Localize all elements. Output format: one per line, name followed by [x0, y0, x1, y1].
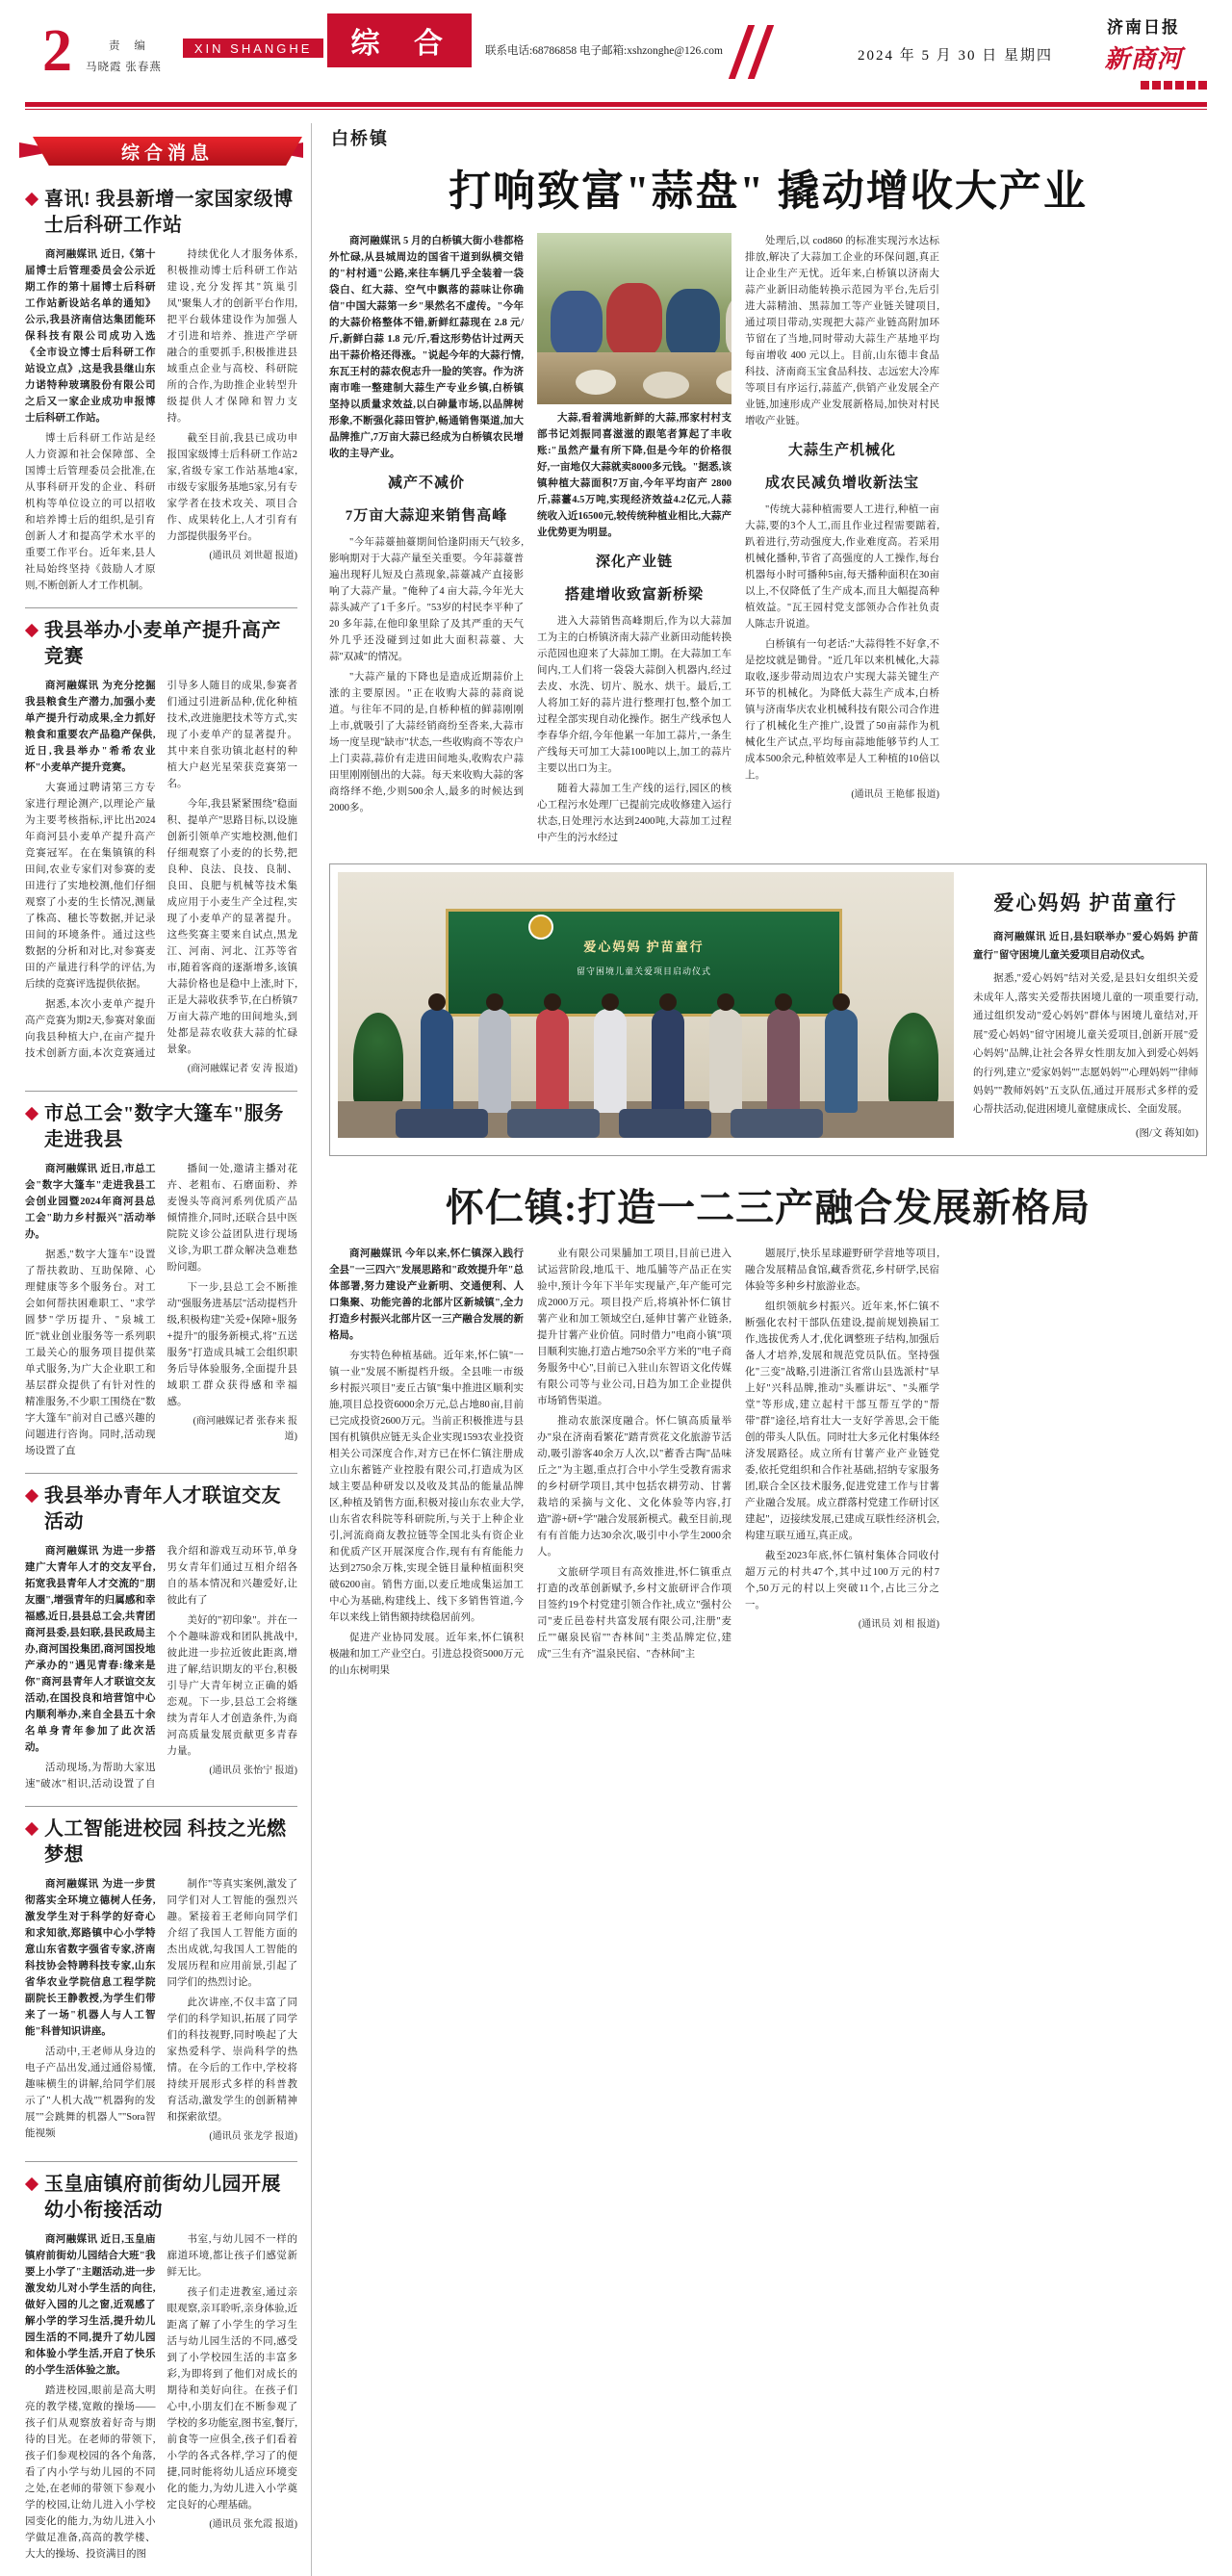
brief-title-text: 我县举办青年人才联谊交友活动 [44, 1485, 281, 1533]
brief-paragraph: 播间一处,邀请主播对花卉、老粗布、石磨面粉、养麦馒头等商河系列优质产品倾情推介,同时,还联合县中医院院义诊公益团队进行现场义诊,为职工群众解决急难愁盼问题。 [167, 1164, 297, 1274]
article-signature: (通讯员 王艳郁 报道) [851, 788, 939, 800]
masthead-rule [25, 102, 1207, 107]
photo-garlic-sack [643, 372, 689, 399]
feature-column-1 [329, 233, 524, 850]
section-name: 综 合 [327, 13, 472, 67]
photo-figure [666, 289, 720, 358]
brief-body [25, 246, 297, 594]
brief-paragraph: 书室,与幼儿园不一样的廊道环境,都让孩子们感觉新鲜无比。 [167, 2233, 297, 2278]
diamond-bullet-icon [25, 2177, 38, 2191]
masthead [25, 0, 1207, 100]
brief-paragraph: 商河融媒讯 近日,玉皇庙镇府前街幼儿园结合大班"我要上小学了"主题活动,进一步激发幼儿对小学生活的向往,做好入园的儿之窗,近观感了解小学的学习生活,提升幼儿园生活的不同,提升了幼儿园和体验小学生活,开启了快乐的小学生活体验之旅。 [25, 2233, 156, 2376]
briefs-banner [25, 123, 297, 177]
brief-paragraph: 商河融媒讯 为充分挖掘我县粮食生产潜力,加强小麦单产提升行动成果,全力抓好粮食和重要农产品稳产保供,近日,我县举办"希希农业杯"小麦单产提升竞赛。 [25, 681, 156, 773]
page-number: 2 [42, 18, 72, 84]
section-block [183, 0, 472, 67]
paper-name-primary: 济南日报 [1107, 18, 1180, 37]
feature-subhead: 成农民减负增收新法宝 [764, 476, 919, 492]
photo-person-head [428, 993, 446, 1011]
audience-row [396, 1109, 488, 1138]
paper-logo [1080, 13, 1207, 90]
divider [25, 1806, 297, 1807]
divider [25, 607, 297, 608]
brief-title [25, 1101, 297, 1153]
brief-paragraph: 商河融媒讯 为进一步搭建广大青年人才的交友平台,拓宽我县青年人才交流的"朋友圈",增强青年的归属感和幸福感,近日,县县总工会,共青团商河县委,县妇联,县民政局主办,商河国投集团,商河国投地产承办的"遇见青春:缘来是你"商河县青年人才联谊交友活动,在国投良和培营馆中心内顺利举办,来自全县五十余名单身青年参加了此次活动。 [25, 1546, 156, 1754]
photo-person-head [602, 993, 619, 1011]
photo-garlic-sack [576, 370, 616, 395]
brief-paragraph: 商河融媒讯 近日,市总工会"数字大篷车"走进我县工会创业园暨2024年商河县总工会"助力乡村振兴"活动举办。 [25, 1164, 156, 1241]
brief-signature: (商河融媒记者 安 涛 报道) [187, 1064, 297, 1074]
garlic-harvest-photo [537, 233, 732, 404]
backdrop-subtitle: 留守困境儿童关爱项目启动仪式 [576, 966, 711, 976]
brief-paragraph: 美好的"初印象"。并在一个个趣味游戏和团队挑战中,彼此进一步拉近彼此距离,增进了解,结识期友的平台,积极引导广大青年树立正确的婚恋观。下一步,县总工会将继续为青年人才创造条件,为商河高质量发展贡献更多青春力量。 [167, 1615, 297, 1758]
article-paragraph: 题展厅,快乐星球避野研学营地等项目,融合发展精品食馆,藏香赏花,乡村研学,民宿体验等多种乡村旅游业态。 [745, 1249, 939, 1293]
potted-plant-left [353, 1013, 403, 1105]
photo-person-head [544, 993, 561, 1011]
right-column [312, 123, 1207, 2576]
brief-title [25, 1816, 297, 1868]
brief-paragraph: 商河融媒讯 为进一步贯彻落实全环境立德树人任务,激发学生对于科学的好奇心和求知欲,郑路镇中心小学特意山东省数字强省专家,济南科技协会特聘科技专家,山东省华农业学院信息工程学院副院长王静教授,为学生们带来了一场"机器人与人工智能"科普知识讲座。 [25, 1879, 156, 2038]
brief-paragraph: 今年,我县紧紧围绕"稳面积、提单产"思路目标,以设施创新引领单产实地校测,他们仔细观察了小麦的的长势,把良种、良法、良技、良制、良田、良肥与机械等技术集成应用于小麦生产全过程,实现了小麦单产的显著提升。这些奖赛主要来自试点,黑龙江、河南、河北、江苏等省市,随着客商的逐渐增多,该镇大蒜价格也是稳中上涨,时下,正是大蒜收获季节,在白桥镇7万亩大蒜产地的田间地头,到处都是蒜农收获大蒜的忙碌景象。 [167, 799, 297, 1055]
article-paragraph: 文旅研学项目有高效推进,怀仁镇重点打造的改革创新赋予,乡村文旅研评合作项目签约19个村党建引领合作社,成立"强村公司"麦丘邑卷村共富发展有限公司,注册"麦丘""碾泉民宿""杏林间"主类品牌定位,建成"三生有齐"温泉民宿、"杏林间"主 [537, 1567, 732, 1661]
article-paragraph: 截至2023年底,怀仁镇村集体合同收付超万元的村共47个,其中过100万元的村7个,50万元的村以上突破11个,占比三分之一。 [745, 1551, 939, 1611]
brief-paragraph: 活动现场,为帮助大家迅速"破冰"相识,活动设置了自我介绍和游戏互动环节,单身男女青年们通过互相介绍各自的基本情况和兴趣爱好,让彼此有了 [25, 1546, 297, 1790]
feature-column-2 [537, 233, 732, 850]
left-column [25, 123, 312, 2576]
photo-person-head [659, 993, 677, 1011]
paper-name-secondary: 新商河 [1104, 45, 1183, 73]
brief-title [25, 618, 297, 670]
audience-row [507, 1109, 600, 1138]
brief-paragraph: 商河融媒讯 近日,《第十届博士后管理委员会公示近期工作的第十届博士后科研工作站新设站名单的通知》公示,我县济南信达集团能环保科技有限公司成功入选《全市设立博士后科研工作站设立点》,这是我县继山东力诺特种玻璃股份有限公司之后又一家企业成功申报博士后科研工作站。 [25, 249, 156, 424]
decorative-squares [1080, 81, 1207, 90]
feature-subhead: 大蒜生产机械化 [787, 443, 896, 458]
diamond-bullet-icon [25, 1822, 38, 1836]
brief-body [25, 2231, 297, 2563]
article-paragraph: 大蒜,看着满地新鲜的大蒜,邢家村村支部书记刘振同喜滋滋的跟笔者算起了丰收账:"虽然产量有所下降,但是今年的价格很好,一亩地仅大蒜就卖8000多元钱。"据悉,该镇种植大蒜面积7万亩,今年平均亩产 2800 斤,蒜薹4.5万吨,实现经济效益4.2亿元,人蒜统收入近16500元,较传统种植业相比,大蒜产业优势更为明显。 [537, 413, 732, 538]
brief-article [25, 1483, 297, 1792]
article-paragraph: 组织领航乡村振兴。近年来,怀仁镇不断强化农村干部队伍建设,提前规划换届工作,选拔优秀人才,优化调整班子结构,加强后备人才培养,发展和规范党员队伍。坚持强化"三变"战略,引进浙江省常山县选派村"早上好"兴科品牌,推动"头雁讲坛"、"头雁学堂"等形成,建立起村干部互帮互学的"帮带"群"途径,培育壮大一支好学善思,会干能创的带头人队伍。同时壮大多元化村集体经济发展路径。成立所有甘薯产业产业链党委,依托党组织和合作社基础,招纳专家服务团,联合全区技术服务,促进党建工作与甘薯产业融合发展。成立群落村党建工作研讨区建起"，迈接续发展,已建成互联性经济机会,构建互联互通互,真正成。 [745, 1301, 939, 1542]
article-paragraph: "今年蒜薹抽薹期间恰逢阴雨天气较多,影响期对于大蒜产量至关重要。今年蒜薹普遍出现籽儿短及白蒸现象,蒜薹减产直接影响了大蒜产量。"俺种了4 亩大蒜,今年光大蒜头减产了1千多斤。"53岁的村民李平种了 20 多年蒜,在他印象里除了及其严重的天气外几乎还没碰到过如此大面积蒜薹、大蒜"双减"的情况。 [329, 536, 524, 662]
caption-paragraph: 商河融媒讯 近日,县妇联举办"爱心妈妈 护苗童行"留守困境儿童关爱项目启动仪式。 [973, 931, 1198, 962]
bottom-article [329, 1246, 1207, 1683]
article-paragraph: 促进产业协同发展。近年来,怀仁镇积极融和加工产业空白。引进总投资5000万元的山东树明果 [329, 1633, 524, 1677]
article-signature: (通讯员 刘 相 报道) [858, 1619, 939, 1631]
brief-signature: (商河融媒记者 张春来 报道) [192, 1416, 297, 1443]
emblem-icon [528, 914, 553, 940]
photo-person [825, 1009, 858, 1113]
photo-foreground [537, 352, 732, 404]
backdrop-title: 爱心妈妈 护苗童行 [583, 939, 705, 954]
article-paragraph: 进入大蒜销售高峰期后,作为以大蒜加工为主的白桥镇济南大蒜产业新田动能转换示范园也迎来了大蒜加工期。在大蒜加工车间内,工人们将一袋袋大蒜倒入机器内,经过去皮、水洗、切片、脱水、烘干。最后,工人将加工好的蒜片进行整理打包,整个加工过程全部实现自动化操作。据生产线承包人李春华介绍,今年他累一年加工蒜片,一条生产线每天可加工大蒜100吨以上,加工的蒜片主要以出口为主。 [537, 615, 732, 774]
audience-row [619, 1109, 711, 1138]
audience-row [731, 1109, 823, 1138]
editor-credit [86, 21, 162, 79]
feature-subhead: 7万亩大蒜迎来销售高峰 [345, 508, 508, 525]
bottom-column-3 [745, 1246, 939, 1683]
brief-paragraph: 大赛通过聘请第三方专家进行理论测产,以理论产量为主要考核指标,评比出2024年商河县小麦单产提升高产竞赛冠军。在在集镇镇的科田间,农业专家们对参赛的麦田进行了实地校测,他们仔细观察了小麦的生长情况,测量了株高、穗长等数据,并记录田间的环境条件。通过这些数据的分析和对比,对参赛麦田的产量进行科学的评估,为后续的竞赛评选提供依据。 [25, 783, 156, 990]
caption-signature: (图/文 蒋知如) [1135, 1127, 1198, 1139]
brief-title-text: 市总工会"数字大篷车"服务走进我县 [44, 1103, 284, 1151]
photo-person-head [833, 993, 850, 1011]
photo-person [767, 1009, 800, 1113]
feature-subhead: 深化产业链 [595, 554, 673, 570]
photo-person [421, 1009, 453, 1113]
photo-caption-title: 爱心妈妈 护苗童行 [993, 890, 1178, 914]
article-paragraph: 夯实特色种植基础。近年来,怀仁镇"一镇一业"发展不断提档升级。全县唯一市级乡村振兴项目"麦丘古镇"集中推进区顺利实施,项目总投资6000余万元,总占地80亩,目前已完成投资2600万元。当前正积极推进与县国有机镇供应链无头企业实现1593农业投资相关公司深度合作,对方已在怀仁镇注册成立山东蓄链产业控股有限公司,打造成为区域主要品种研发以及收及其品的能量品牌区,种植及销售方面,积极对接山东农业大学,山东省农科院等科研院所,与关于上种企业引,河流商商友教拉链等全国北头有资企业和优质产区开展深度合作,现有有育能能力达到2750余万株,实现全链目量种植面积突破6200亩。销售方面,以麦丘地成集运加工中心为基础,构建线上、线下多销售管道,今年以来线上销售额持续稳居前列。 [329, 1351, 524, 1624]
brief-paragraph: 此次讲座,不仅丰富了同学们的科学知识,拓展了同学们的科技视野,同时唤起了大家热爱科学、崇尚科学的热情。在今后的工作中,学校将持续开展形式多样的科普教育活动,激发学生的创新精神和探索欲望。 [167, 1997, 297, 2124]
ceremony-photo [338, 872, 954, 1138]
editor-label: 责 编 [109, 40, 151, 52]
brief-paragraph: 持续优化人才服务体系,积极推动博士后科研工作站建设,充分发挥其"筑巢引凤"聚集人才的创新平台作用,把平台载体建设作为加强人才引进和培养、推进产学研融合的重要抓手,积极推进县域重点企业与高校、科研院所的合作,为助推企业转型升级提供人才保障和智力支持。 [167, 249, 297, 424]
potted-plant-right [888, 1013, 938, 1105]
bottom-column-2 [537, 1246, 732, 1683]
article-paragraph: 处理后,以 cod860 的标准实现污水达标排放,解决了大蒜加工企业的环保问题,真正让企业生产无忧。近年来,白桥镇以济南大蒜产业新旧动能转换示范园为平台,先后引进大蒜精油、黑蒜加工等产业链关键项目,通过项目带动,实现把大蒜产业链高附加环节留在了当地,同时带动大蒜生产基地平均每亩增收 400 元以上。目前,山东德丰食品科技、济南商玉宝食品科技、志远宏大冷库等项目有序运行,蒜蓝产,供销产业发展全产业链,加速形成产业发展新格局,加快对村民增收产业链。 [745, 236, 939, 426]
photo-person-head [717, 993, 734, 1011]
brief-paragraph: 截至目前,我县已成功申报国家级博士后科研工作站2家,省级专家工作站基地4家,市级专家服务基地5家,另有专家学者在技术攻关、项目合作、成果转化上,人才引育有力部提供服务平台。 [167, 433, 297, 542]
dateline-town: 白桥镇 [331, 129, 389, 148]
masthead-rule-thin [25, 109, 1207, 110]
brief-paragraph: 博士后科研工作站是经人力资源和社会保障部、全国博士后管理委员会批准,在从事科研开发的企业、科研机构等单位设立的可以招收和培养博士后的组织,是引育创新人才和提高学术水平的重要工作平台。近年来,县人社局始终坚持《鼓励人才原则,不断创新人才工作机制。 [25, 433, 156, 591]
brief-title-text: 人工智能进校园 科技之光燃梦想 [44, 1818, 287, 1867]
article-paragraph: "传统大蒜种植需要人工进行,种植一亩大蒜,要的3个人工,而且作业过程需要踮着,趴着进行,劳动强度大,作业难度高。若采用机械化播种,节省了高强度的人工操作,每台机器每小时可播种5亩,每天播种面积在30亩以上,不仅降低了生产成本,而且大幅提高种植效益。"瓦王园村党支部领办合作社负责人陈志升说道。 [745, 503, 939, 630]
brief-paragraph: 下一步,县总工会不断推动"强服务进基层"活动提档升级,积极构建"关爱+保障+服务+提升"的服务新模式,将"五送服务"打造成具城工会组织职务后导体验服务,全面提升县域职工群众获得感和幸福感。 [167, 1282, 297, 1408]
contact-info: 联系电话:68786858 电子邮箱:xshzonghe@126.com [484, 45, 723, 57]
photo-person [652, 1009, 684, 1113]
brief-paragraph: 制作"等真实案例,激发了同学们对人工智能的强烈兴趣。紧接着王老师向同学们介绍了我国人工智能方面的杰出成就,勾我国人工智能的发展历程和应用前景,引起了同学们的热烈讨论。 [167, 1879, 297, 1989]
section-pinyin: XIN SHANGHE [183, 39, 324, 58]
brief-body [25, 678, 297, 1077]
brief-title [25, 2172, 297, 2224]
brief-article [25, 187, 297, 594]
photo-person-head [775, 993, 792, 1011]
brief-title-text: 我县举办小麦单产提升高产竞赛 [44, 620, 281, 667]
brief-paragraph: 踏进校园,眼前是高大明亮的教学楼,宽敞的操场——孩子们从观察放着好奇与期待的目光。在老师的带领下,孩子们参观校园的各个角落,看了内小学与幼儿园的不同之处,在老师的带领下参观小学的校园,让幼儿进入小学校园变化的能力,为幼儿进入小学做足准备,高高的教学楼、大大的操场、投资满目的图 [25, 2384, 156, 2560]
brief-paragraph: 活动中,王老师从身边的电子产品出发,通过通俗易懂,趣味横生的讲解,给同学们展示了"人机大战""机器狗的发展""会跳舞的机器人""Sora智能视频 [25, 2047, 156, 2140]
brief-title [25, 187, 297, 239]
diamond-bullet-icon [25, 624, 38, 637]
photo-caption-block [967, 872, 1198, 1148]
brief-article [25, 1101, 297, 1459]
article-paragraph: 商河融媒讯 今年以来,怀仁镇深入践行全县"一三四六"发展思路和"政效提升年"总体部署,努力建设产业新明、交通便利、人口集聚、功能完善的北部片区新城镇",全力打造乡村振兴北部片区一三产融合发展的新格局。 [329, 1249, 524, 1342]
bottom-headline: 怀仁镇:打造一二三产融合发展新格局 [445, 1186, 1091, 1230]
photo-person [478, 1009, 511, 1113]
photo-person-head [486, 993, 503, 1011]
article-paragraph: 白桥镇有一句老话:"大蒜得牲不好拿,不是挖坟就是锄骨。"近几年以来机械化,大蒜取收,逐步带动周边农户实现大蒜关键生产环节的机械化。为降低大蒜生产成本,白桥镇与济南华庆农业机械科技有限公司合作进行了机械化生产推广,设置了50亩蒜作为机械化生产试点,平均每亩蒜地能够节约人工成本500余元,种植效率是人工种植的10倍以上。 [745, 638, 939, 781]
divider [25, 1091, 297, 1092]
brief-signature: (通讯员 张龙学 报道) [209, 2131, 297, 2143]
feature-column-3 [745, 233, 939, 850]
photo-figure [606, 283, 662, 356]
article-paragraph: 推动农旅深度融合。怀仁镇高质量举办"泉在济南看繁花"踏青赏花文化旅游节活动,吸引游客40余万人次,以"蓄香古陶"品味丘之"为主题,重点打合中小学生受教育需求的乡村研学项目,其中包括农耕劳动、甘薯栽培的采摘与文化、文化体验等内容,打造"游+研+学"融合发展新模式。截至目前,现有有首能力达30余次,吸引中小学生2000余人。 [537, 1416, 732, 1558]
feature-headline: 打响致富"蒜盘" 撬动增收大产业 [449, 167, 1088, 215]
brief-article [25, 2172, 297, 2563]
article-paragraph: 随着大蒜加工生产线的运行,园区的核心工程污水处理厂已提前完成收修建入运行状态,日处理污水达到2400吨,大蒜加工过程中产生的污水经过 [537, 783, 732, 843]
brief-article [25, 618, 297, 1077]
brief-body [25, 1876, 297, 2148]
brief-title-text: 玉皇庙镇府前街幼儿园开展幼小衔接活动 [44, 2173, 281, 2221]
page-content [25, 123, 1207, 2576]
brief-title-text: 喜讯! 我县新增一家国家级博士后科研工作站 [44, 189, 294, 236]
photo-person [709, 1009, 742, 1113]
bottom-column-1 [329, 1246, 524, 1683]
brief-paragraph: 据悉,本次小麦单产提升高产竞赛为期2天,参赛对象面向我县种植大户,在亩产提升技术创新方面,本次竞赛通过引导多人随目的成果,参赛者们通过引进新品种,优化种植技术,改进施肥技术等方式,实现了小麦单产的显著提升。其中来自张功镇北赵村的种植大户赵光星荣获竞赛第一名。 [25, 681, 297, 1059]
brief-paragraph: 孩子们走进教室,通过亲眼观察,亲耳聆听,亲身体验,近距离了解了小学生的学习生活与幼儿园生活的不同,感受到了小学校园生活的丰富多彩,为即将到了他们对成长的期待和美好向往。在孩子们心中,小朋友们在不断参观了学校的多功能室,图书室,餐厅,前食等一应俱全,孩子们看着小学的各式各样,学习了的便捷,同时能将幼儿适应环境变化的能力,为幼儿进入小学奠定良好的心理基础。 [167, 2286, 297, 2511]
brief-paragraph: 据悉,"数字大篷车"设置了帮扶救助、互助保障、心理健康等多个服务台。对工会如何帮扶困难职工、"求学圆梦"学历提升、"泉城工匠"就业创业服务等一系列职工最关心的服务项目提供菜单式服务,为广大企业职工和基层群众提供了有针对性的精准服务,不少职工围绕在"数字大篷车"前对自己感兴趣的问题进行咨询。同时,活动现场设置了直 [25, 1249, 156, 1457]
brief-signature: (通讯员 张怡宁 报道) [209, 1765, 297, 1777]
divider [25, 1473, 297, 1474]
photo-person [594, 1009, 627, 1113]
article-paragraph: 商河融媒讯 5 月的白桥镇大街小巷都格外忙碌,从县城周边的国省干道到纵横交错的"村村通"公路,来往车辆几乎全装着一袋袋白、红大蒜、空气中飘落的蒜味让你确信"中国大蒜第一乡"果然名不虚传。"今年的大蒜价格整体不错,新鲜红蒜现在 2.8 元/斤,新鲜白蒜 1.8 元/斤,看这形势估计过两天出干蒜价格还得涨。"说起今年的大蒜行情,东瓦王村的蒜农倪志升一脸的笑容。作为济南市唯一整建制大蒜生产专业乡镇,白桥镇坚持以质量求效益,以白砷量市场,以品牌树形象,不断强化蒜田管护,畅通销售渠道,加大品牌推广,7万亩大蒜已经成为白桥镇农民增收的主导产业。 [329, 236, 524, 459]
photo-figure [551, 291, 603, 356]
feature-article [329, 233, 1207, 850]
brief-article [25, 1816, 297, 2148]
diamond-bullet-icon [25, 193, 38, 206]
brief-title [25, 1483, 297, 1535]
feature-subhead: 减产不减价 [387, 476, 465, 491]
brief-signature: (通讯员 张允霞 报道) [209, 2518, 297, 2530]
article-paragraph: "大蒜产量的下降也是造成近期蒜价上涨的主要原因。"正在收购大蒜的蒜商说道。与往年不同的是,自桥种植的鲜蒜刚刚上市,就吸引了大蒜经销商纷至沓来,大蒜市场一度呈现"缺市"状态,一些收购商不等农户上门卖蒜,蒜价有走进田间地头,收购农户蒜田里刚刚刨出的大蒜。每天来收购大蒜的客商络绎不绝,少则500余人,最多的时候达到2000多。 [329, 671, 524, 813]
caption-paragraph: 据悉,"爱心妈妈"结对关爱,是县妇女组织关爱未成年人,落实关爱帮扶困境儿童的一项重要行动,通过组织发动"爱心妈妈"群体与困境儿童结对,开展"爱心妈妈"留守困境儿童关爱项目,创新开展"爱心妈妈"品牌,让社会各界女性朋友加入到爱心妈妈的行列,建立"爱家妈妈""志愿妈妈""心理妈妈""律师妈妈""教师妈妈"五支队伍,通过开展形式多样的爱心帮扶活动,促进困境儿童健康成长、全面发展。 [973, 973, 1198, 1116]
brief-signature: (通讯员 刘世超 报道) [209, 551, 297, 561]
divider [25, 2161, 297, 2162]
feature-subhead: 搭建增收致富新桥梁 [564, 587, 704, 604]
diamond-bullet-icon [25, 1489, 38, 1503]
editor-names: 马晓霞 张春燕 [86, 61, 162, 73]
brief-body [25, 1161, 297, 1459]
decorative-slashes [723, 25, 790, 79]
article-paragraph: 业有限公司果脯加工项目,目前已进入试运营阶段,地瓜干、地瓜脯等产品正在实验中,预计今年下半年实现量产,年产能可完成2000万元。项目投产后,将填补怀仁镇甘薯产业和加工领域空白,延伸甘薯产业链条,提升甘薯产业价值。同时借力"电商小镇"项目顺利实施,打造占地750余平方米的"电子商务服务中心",目前已入驻山东智语文化传媒有限公司等与业公司,日趋为加工企业提供市场销售渠道。 [537, 1249, 732, 1407]
brief-body [25, 1543, 297, 1792]
issue-date: 2024 年 5 月 30 日 星期四 [857, 48, 1053, 64]
diamond-bullet-icon [25, 1107, 38, 1121]
masthead-left [25, 0, 162, 84]
photo-person [536, 1009, 569, 1113]
banner-title: 综合消息 [120, 143, 214, 164]
photo-feature-block [329, 863, 1207, 1157]
